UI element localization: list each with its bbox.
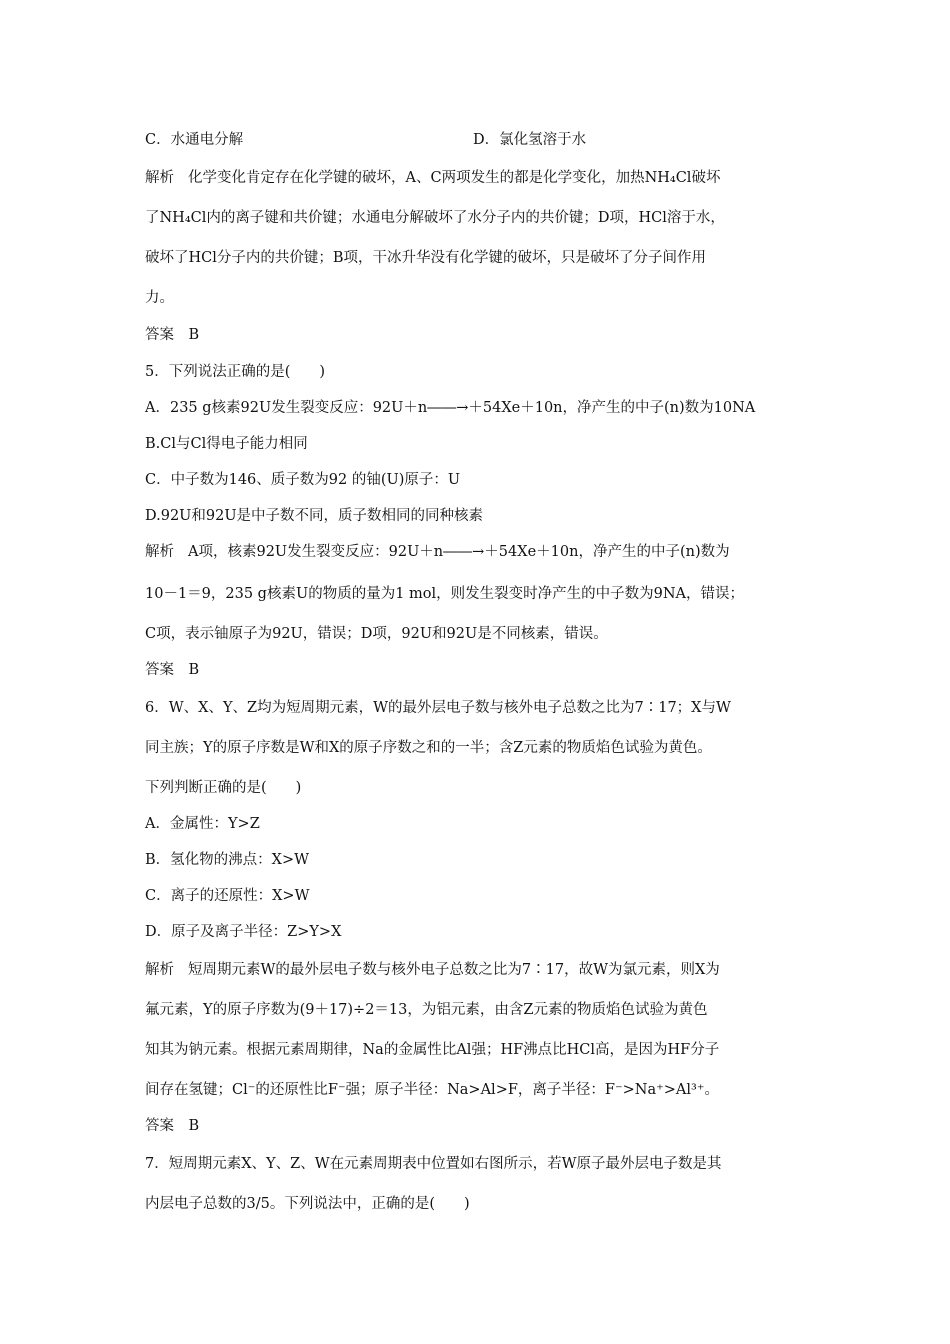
q6-analysis-line-3: 知其为钠元素。根据元素周期律，Na的金属性比Al强；HF沸点比HCl高，是因为HF分子 xyxy=(145,1042,720,1058)
q4-answer: 答案 B xyxy=(145,327,200,343)
q5-analysis-line-3: C项，表示铀原子为92U，错误；D项，92U和92U是不同核素，错误。 xyxy=(145,626,608,642)
q4-analysis-line-4: 力。 xyxy=(145,290,174,306)
q6-option-a: A．金属性：Y>Z xyxy=(145,816,260,832)
q6-analysis-line-4: 间存在氢键；Cl⁻的还原性比F⁻强；原子半径：Na>Al>F，离子半径：F⁻>Na⁺>Al³⁺。 xyxy=(145,1082,719,1098)
q6-analysis-label: 解析 xyxy=(145,962,174,978)
q5-analysis-line-1: 解析 A项，核素92U发生裂变反应：92U＋n――→＋54Xe＋10n，净产生的中子(n)数为 xyxy=(145,544,730,560)
q6-stem-line-2: 同主族；Y的原子序数是W和X的原子序数之和的一半；含Z元素的物质焰色试验为黄色。 xyxy=(145,740,712,756)
q6-stem-line-1: 6．W、X、Y、Z均为短周期元素，W的最外层电子数与核外电子总数之比为7∶17；X与W xyxy=(145,700,731,716)
q5-answer: 答案 B xyxy=(145,662,200,678)
q6-analysis-line-1: 解析 短周期元素W的最外层电子数与核外电子总数之比为7∶17，故W为氯元素，则X为 xyxy=(145,962,720,978)
q6-option-b: B．氢化物的沸点：X>W xyxy=(145,852,310,868)
q6-option-c: C．离子的还原性：X>W xyxy=(145,888,310,904)
q5-stem: 5．下列说法正确的是( ) xyxy=(145,364,326,380)
q4-option-c: C．水通电分解 xyxy=(145,132,244,148)
q6-stem-line-3: 下列判断正确的是( ) xyxy=(145,780,302,796)
q4-analysis-line-2: 了NH₄Cl内的离子键和共价键；水通电分解破坏了水分子内的共价键；D项，HCl溶于水， xyxy=(145,210,725,226)
q5-option-c: C．中子数为146、质子数为92 的铀(U)原子：U xyxy=(145,472,461,488)
q7-stem-line-1: 7．短周期元素X、Y、Z、W在元素周期表中位置如右图所示，若W原子最外层电子数是其 xyxy=(145,1156,722,1172)
q7-stem-line-2: 内层电子总数的3/5。下列说法中，正确的是( ) xyxy=(145,1196,470,1212)
q4-analysis-label: 解析 xyxy=(145,170,174,186)
q5-analysis-line-2: 10－1＝9，235 g核素U的物质的量为1 mol，则发生裂变时净产生的中子数为9NA，错误； xyxy=(145,586,745,602)
q5-option-d: D.92U和92U是中子数不同，质子数相同的同种核素 xyxy=(145,508,484,524)
q6-analysis-line-2: 氟元素，Y的原子序数为(9＋17)÷2＝13，为铝元素，由含Z元素的物质焰色试验为黄色 xyxy=(145,1002,708,1018)
q5-analysis-label: 解析 xyxy=(145,544,174,560)
q5-option-a: A．235 g核素92U发生裂变反应：92U＋n――→＋54Xe＋10n，净产生的中子(n)数为10NA xyxy=(145,400,756,416)
q4-option-d: D．氯化氢溶于水 xyxy=(473,132,587,148)
q4-analysis-line-1: 解析 化学变化肯定存在化学键的破坏，A、C两项发生的都是化学变化，加热NH₄Cl破坏 xyxy=(145,170,721,186)
q5-option-b: B.Cl与Cl得电子能力相同 xyxy=(145,436,308,452)
q4-analysis-line-3: 破坏了HCl分子内的共价键；B项，干冰升华没有化学键的破坏，只是破坏了分子间作用 xyxy=(145,250,707,266)
q4-options-row xyxy=(145,128,587,149)
q6-answer: 答案 B xyxy=(145,1118,200,1134)
q6-option-d: D．原子及离子半径：Z>Y>X xyxy=(145,924,342,940)
